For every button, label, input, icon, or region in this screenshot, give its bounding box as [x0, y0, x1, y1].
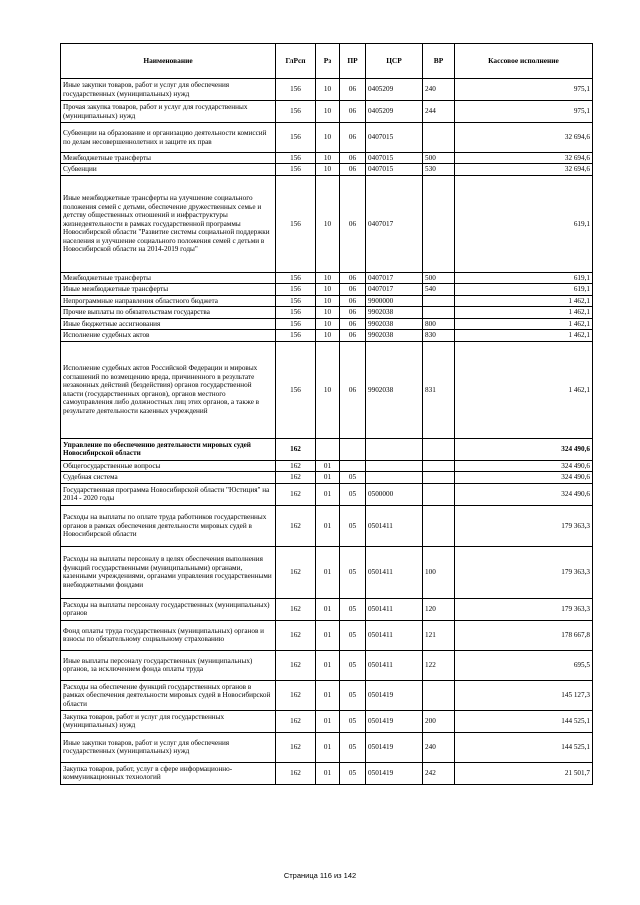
cell-vr: 830: [423, 330, 455, 341]
cell-vr: 530: [423, 164, 455, 175]
cell-rz: [316, 438, 340, 460]
header-glrsp: ГлРсп: [276, 44, 316, 79]
cell-vr: 100: [423, 546, 455, 598]
cell-glrsp: 162: [276, 505, 316, 546]
cell-name: Судебная система: [61, 472, 276, 483]
cell-csr: 9902038: [366, 307, 423, 318]
cell-name: Иные закупки товаров, работ и услуг для обеспечения государственных (муниципальных) нужд: [61, 79, 276, 101]
cell-pr: 05: [340, 505, 366, 546]
table-row: [61, 732, 593, 762]
cell-csr: 0501411: [366, 505, 423, 546]
cell-vr: 500: [423, 153, 455, 164]
cell-amount: 324 490,6: [455, 438, 593, 460]
cell-vr: 242: [423, 762, 455, 784]
cell-vr: 240: [423, 79, 455, 101]
cell-pr: 06: [340, 318, 366, 329]
cell-glrsp: 156: [276, 164, 316, 175]
cell-glrsp: 162: [276, 438, 316, 460]
table-row: [61, 680, 593, 710]
cell-glrsp: 162: [276, 598, 316, 620]
cell-name: Прочие выплаты по обязательствам государства: [61, 307, 276, 318]
cell-rz: 10: [316, 295, 340, 306]
cell-name: Расходы на выплаты по оплате труда работников государственных органов в рамках обеспечения деятельности мировых судей в Новосибирской области: [61, 505, 276, 546]
cell-glrsp: 156: [276, 101, 316, 123]
cell-name: Управление по обеспечению деятельности мировых судей Новосибирской области: [61, 438, 276, 460]
cell-vr: [423, 295, 455, 306]
cell-amount: 179 363,3: [455, 598, 593, 620]
table-row: [61, 438, 593, 460]
cell-name: Расходы на выплаты персоналу в целях обеспечения выполнения функций государственными (муниципальными) органами, казенными учреждениями, органами управления государственными внебюджетными фондами: [61, 546, 276, 598]
cell-glrsp: 162: [276, 483, 316, 505]
cell-pr: [340, 460, 366, 471]
cell-csr: 0501411: [366, 546, 423, 598]
cell-name: Прочая закупка товаров, работ и услуг для государственных (муниципальных) нужд: [61, 101, 276, 123]
cell-rz: 01: [316, 460, 340, 471]
cell-glrsp: 162: [276, 620, 316, 650]
cell-name: Закупка товаров, работ и услуг для государственных (муниципальных) нужд: [61, 710, 276, 732]
cell-name: Межбюджетные трансферты: [61, 272, 276, 283]
cell-vr: [423, 123, 455, 153]
cell-pr: 06: [340, 123, 366, 153]
cell-amount: 32 694,6: [455, 153, 593, 164]
cell-name: Иные выплаты персоналу государственных (муниципальных) органов, за исключением фонда оплаты труда: [61, 650, 276, 680]
table-row: [61, 620, 593, 650]
cell-csr: 0501419: [366, 710, 423, 732]
cell-vr: [423, 472, 455, 483]
cell-amount: 1 462,1: [455, 295, 593, 306]
header-rz: Рз: [316, 44, 340, 79]
cell-name: Исполнение судебных актов: [61, 330, 276, 341]
cell-pr: 06: [340, 175, 366, 272]
cell-pr: 05: [340, 472, 366, 483]
cell-glrsp: 162: [276, 546, 316, 598]
cell-vr: [423, 680, 455, 710]
table-row: [61, 472, 593, 483]
cell-rz: 10: [316, 79, 340, 101]
cell-glrsp: 156: [276, 79, 316, 101]
cell-pr: 06: [340, 101, 366, 123]
cell-amount: 1 462,1: [455, 307, 593, 318]
table-row: [61, 598, 593, 620]
cell-csr: 0501411: [366, 620, 423, 650]
cell-rz: 10: [316, 272, 340, 283]
cell-glrsp: 156: [276, 318, 316, 329]
cell-vr: [423, 438, 455, 460]
cell-pr: 06: [340, 307, 366, 318]
cell-name: Фонд оплаты труда государственных (муниципальных) органов и взносы по обязательному социальному страхованию: [61, 620, 276, 650]
cell-glrsp: 156: [276, 330, 316, 341]
cell-glrsp: 156: [276, 341, 316, 438]
cell-pr: 05: [340, 710, 366, 732]
cell-amount: 619,1: [455, 175, 593, 272]
table-row: [61, 330, 593, 341]
cell-csr: 9902038: [366, 318, 423, 329]
cell-glrsp: 162: [276, 762, 316, 784]
cell-csr: 0407015: [366, 123, 423, 153]
cell-glrsp: 162: [276, 460, 316, 471]
header-amount: Кассовое исполнение: [455, 44, 593, 79]
cell-vr: 800: [423, 318, 455, 329]
cell-csr: 9900000: [366, 295, 423, 306]
table-row: [61, 341, 593, 438]
cell-glrsp: 162: [276, 680, 316, 710]
cell-glrsp: 156: [276, 284, 316, 295]
cell-rz: 10: [316, 123, 340, 153]
cell-pr: 06: [340, 284, 366, 295]
cell-vr: [423, 307, 455, 318]
cell-rz: 10: [316, 175, 340, 272]
cell-glrsp: 156: [276, 175, 316, 272]
cell-vr: 120: [423, 598, 455, 620]
table-row: [61, 79, 593, 101]
cell-csr: [366, 460, 423, 471]
header-name: Наименование: [61, 44, 276, 79]
cell-name: Иные межбюджетные трансферты на улучшение социального положения семей с детьми, обеспечение дружественных семье и детству общественных отношений и инфраструктуры жизнедеятельности в рамках государственной программы Новосибирской области "Развитие системы социальной поддержки населения и улучшение социального положения семей с детьми в Новосибирской области на 2014-2019 годы": [61, 175, 276, 272]
cell-vr: [423, 460, 455, 471]
cell-amount: 975,1: [455, 101, 593, 123]
cell-rz: 10: [316, 341, 340, 438]
cell-glrsp: 162: [276, 472, 316, 483]
cell-rz: 01: [316, 598, 340, 620]
header-vr: ВР: [423, 44, 455, 79]
cell-name: Субвенции: [61, 164, 276, 175]
cell-name: Закупка товаров, работ, услуг в сфере информационно-коммуникационных технологий: [61, 762, 276, 784]
table-row: [61, 272, 593, 283]
cell-rz: 01: [316, 620, 340, 650]
table-row: [61, 762, 593, 784]
cell-name: Расходы на выплаты персоналу государственных (муниципальных) органов: [61, 598, 276, 620]
cell-csr: [366, 472, 423, 483]
cell-csr: 0405209: [366, 101, 423, 123]
page-number: Страница 116 из 142: [283, 871, 357, 880]
cell-rz: 01: [316, 650, 340, 680]
cell-csr: 0501419: [366, 680, 423, 710]
table-row: [61, 284, 593, 295]
cell-pr: 05: [340, 732, 366, 762]
cell-rz: 10: [316, 330, 340, 341]
table-row: [61, 650, 593, 680]
cell-name: Расходы на обеспечение функций государственных органов в рамках обеспечения деятельности мировых судей в Новосибирской области: [61, 680, 276, 710]
cell-amount: 324 490,6: [455, 460, 593, 471]
cell-name: Государственная программа Новосибирской области "Юстиция" на 2014 - 2020 годы: [61, 483, 276, 505]
cell-pr: 06: [340, 79, 366, 101]
header-pr: ПР: [340, 44, 366, 79]
cell-rz: 01: [316, 546, 340, 598]
cell-glrsp: 162: [276, 710, 316, 732]
cell-amount: 21 501,7: [455, 762, 593, 784]
cell-amount: 144 525,1: [455, 710, 593, 732]
cell-rz: 01: [316, 732, 340, 762]
budget-table-page: [60, 43, 592, 785]
cell-amount: 619,1: [455, 272, 593, 283]
cell-amount: 619,1: [455, 284, 593, 295]
cell-vr: 831: [423, 341, 455, 438]
table-row: [61, 123, 593, 153]
cell-name: Иные межбюджетные трансферты: [61, 284, 276, 295]
cell-rz: 01: [316, 472, 340, 483]
cell-name: Иные бюджетные ассигнования: [61, 318, 276, 329]
cell-rz: 01: [316, 710, 340, 732]
cell-amount: 975,1: [455, 79, 593, 101]
cell-rz: 01: [316, 762, 340, 784]
table-row: [61, 505, 593, 546]
cell-csr: 0500000: [366, 483, 423, 505]
cell-amount: 324 490,6: [455, 483, 593, 505]
budget-table: [60, 43, 593, 785]
table-body: [61, 79, 593, 785]
cell-rz: 10: [316, 307, 340, 318]
cell-pr: 05: [340, 483, 366, 505]
cell-pr: [340, 438, 366, 460]
table-row: [61, 153, 593, 164]
table-row: [61, 101, 593, 123]
table-row: [61, 460, 593, 471]
cell-name: Непрограммные направления областного бюджета: [61, 295, 276, 306]
cell-glrsp: 156: [276, 153, 316, 164]
cell-amount: 32 694,6: [455, 123, 593, 153]
cell-name: Исполнение судебных актов Российской Федерации и мировых соглашений по возмещению вреда, причиненного в результате незаконных действий (бездействия) органов государственной власти (государственных органов), органов местного самоуправления либо должностных лиц этих органов, а также в результате деятельности казенных учреждений: [61, 341, 276, 438]
table-row: [61, 295, 593, 306]
cell-pr: 05: [340, 650, 366, 680]
cell-glrsp: 156: [276, 295, 316, 306]
cell-amount: 179 363,3: [455, 505, 593, 546]
cell-vr: 540: [423, 284, 455, 295]
cell-glrsp: 156: [276, 123, 316, 153]
table-row: [61, 164, 593, 175]
cell-rz: 10: [316, 318, 340, 329]
cell-csr: 9902038: [366, 341, 423, 438]
cell-rz: 01: [316, 483, 340, 505]
cell-amount: 1 462,1: [455, 341, 593, 438]
cell-pr: 05: [340, 620, 366, 650]
cell-rz: 01: [316, 680, 340, 710]
cell-pr: 05: [340, 680, 366, 710]
cell-vr: [423, 483, 455, 505]
cell-amount: 1 462,1: [455, 318, 593, 329]
cell-vr: 240: [423, 732, 455, 762]
cell-glrsp: 156: [276, 307, 316, 318]
cell-name: Иные закупки товаров, работ и услуг для обеспечения государственных (муниципальных) нужд: [61, 732, 276, 762]
cell-csr: [366, 438, 423, 460]
cell-csr: 0407017: [366, 284, 423, 295]
cell-pr: 05: [340, 762, 366, 784]
table-row: [61, 546, 593, 598]
cell-amount: 1 462,1: [455, 330, 593, 341]
cell-pr: 06: [340, 153, 366, 164]
cell-amount: 695,5: [455, 650, 593, 680]
cell-csr: 0407017: [366, 272, 423, 283]
cell-amount: 32 694,6: [455, 164, 593, 175]
cell-amount: 145 127,3: [455, 680, 593, 710]
table-row: [61, 307, 593, 318]
cell-vr: 121: [423, 620, 455, 650]
cell-pr: 05: [340, 598, 366, 620]
cell-vr: [423, 175, 455, 272]
cell-csr: 0407015: [366, 153, 423, 164]
cell-vr: 244: [423, 101, 455, 123]
cell-glrsp: 156: [276, 272, 316, 283]
cell-name: Субвенции на образование и организацию деятельности комиссий по делам несовершеннолетних и защите их прав: [61, 123, 276, 153]
cell-csr: 0501419: [366, 762, 423, 784]
cell-csr: 0501419: [366, 732, 423, 762]
cell-amount: 324 490,6: [455, 472, 593, 483]
cell-name: Межбюджетные трансферты: [61, 153, 276, 164]
cell-rz: 10: [316, 164, 340, 175]
cell-pr: 06: [340, 341, 366, 438]
cell-amount: 144 525,1: [455, 732, 593, 762]
cell-csr: 0501411: [366, 598, 423, 620]
table-row: [61, 483, 593, 505]
cell-rz: 10: [316, 284, 340, 295]
cell-csr: 0501411: [366, 650, 423, 680]
table-row: [61, 710, 593, 732]
cell-amount: 179 363,3: [455, 546, 593, 598]
cell-vr: [423, 505, 455, 546]
cell-amount: 178 667,8: [455, 620, 593, 650]
cell-name: Общегосударственные вопросы: [61, 460, 276, 471]
table-row: [61, 175, 593, 272]
cell-pr: 06: [340, 295, 366, 306]
cell-pr: 06: [340, 330, 366, 341]
cell-csr: 9902038: [366, 330, 423, 341]
cell-vr: 122: [423, 650, 455, 680]
cell-vr: 200: [423, 710, 455, 732]
cell-csr: 0405209: [366, 79, 423, 101]
cell-rz: 01: [316, 505, 340, 546]
table-row: [61, 318, 593, 329]
cell-rz: 10: [316, 101, 340, 123]
cell-csr: 0407017: [366, 175, 423, 272]
cell-pr: 05: [340, 546, 366, 598]
cell-rz: 10: [316, 153, 340, 164]
cell-pr: 06: [340, 272, 366, 283]
cell-pr: 06: [340, 164, 366, 175]
cell-csr: 0407015: [366, 164, 423, 175]
header-csr: ЦСР: [366, 44, 423, 79]
cell-vr: 500: [423, 272, 455, 283]
header-row: [61, 44, 593, 79]
cell-glrsp: 162: [276, 650, 316, 680]
cell-glrsp: 162: [276, 732, 316, 762]
